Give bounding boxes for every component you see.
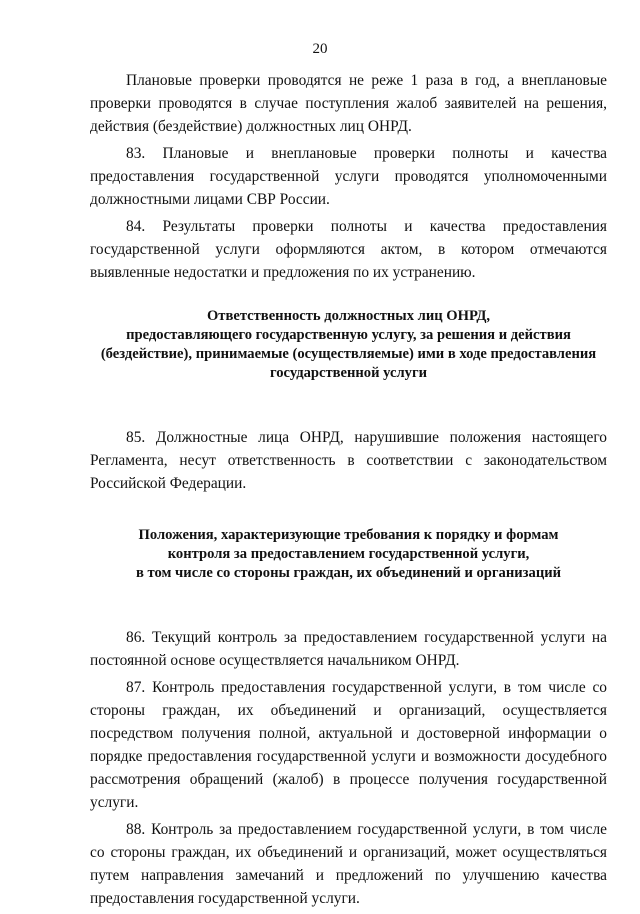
- heading-line: Ответственность должностных лиц ОНРД,: [206, 308, 491, 324]
- heading-line: контроля за предоставлением государственной услуги,: [167, 546, 530, 562]
- section-heading-control-requirements: [90, 526, 607, 583]
- page-number: 20: [312, 41, 328, 57]
- paragraph-84: 84. Результаты проверки полноты и качества предоставления государственной услуги оформляются актом, в котором отмечаются выявленные недостатки и предложения по их устранению.: [90, 218, 607, 281]
- heading-line: государственной услуги: [269, 365, 428, 381]
- paragraph-85: 85. Должностные лица ОНРД, нарушившие положения настоящего Регламента, несут ответственность в соответствии с законодательством Российской Федерации.: [90, 429, 607, 492]
- paragraph-88: 88. Контроль за предоставлением государственной услуги, в том числе со стороны граждан, их объединений и организаций, может осуществляться путем направления замечаний и предложений по улучшению качества предоставления государственной услуги.: [90, 821, 607, 907]
- paragraph-86: 86. Текущий контроль за предоставлением государственной услуги на постоянной основе осуществляется начальником ОНРД.: [90, 629, 607, 669]
- paragraph-87: 87. Контроль предоставления государственной услуги, в том числе со стороны граждан, их объединений и организаций, осуществляется посредством получения полной, актуальной и достоверной информации о порядке предоставления государственной услуги и возможности досудебного рассмотрения обращений (жалоб) в процессе получения государственной услуги.: [90, 679, 607, 811]
- heading-line: Положения, характеризующие требования к порядку и формам: [138, 527, 559, 543]
- heading-line: предоставляющего государственную услугу, за решения и действия: [126, 327, 571, 343]
- paragraph-83: 83. Плановые и внеплановые проверки полноты и качества предоставления государственной услуги проводятся уполномоченными должностными лицами СВР России.: [90, 145, 607, 208]
- paragraph-inspections-frequency: Плановые проверки проводятся не реже 1 раза в год, а внеплановые проверки проводятся в случае поступления жалоб заявителей на решения, действия (бездействие) должностных лиц ОНРД.: [90, 72, 607, 135]
- section-heading-responsibility: [90, 307, 607, 383]
- heading-line: в том числе со стороны граждан, их объединений и организаций: [135, 565, 562, 581]
- document-body: [90, 69, 607, 914]
- heading-line: (бездействие), принимаемые (осуществляемые) ими в ходе предоставления: [100, 346, 597, 362]
